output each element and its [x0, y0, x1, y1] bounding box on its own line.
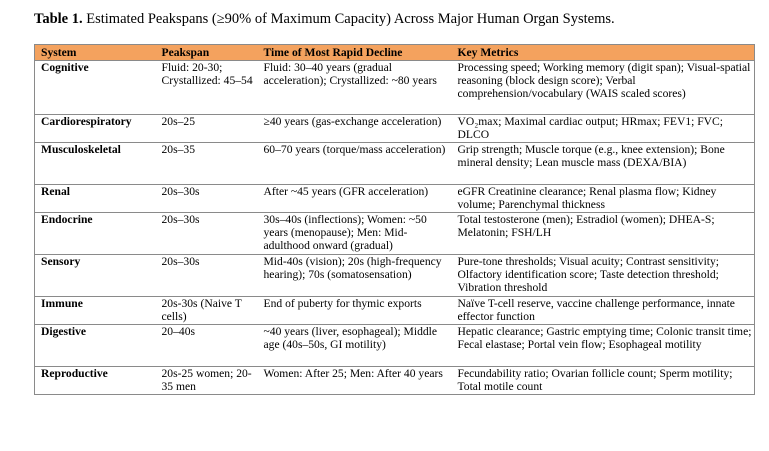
- table-row: [35, 325, 755, 367]
- table-row: [35, 367, 755, 395]
- cell-decline: After ~45 years (GFR acceleration): [258, 185, 452, 213]
- cell-decline: End of puberty for thymic exports: [258, 297, 452, 325]
- cell-peakspan: 20–40s: [156, 325, 258, 367]
- cell-system: Sensory: [35, 255, 156, 297]
- cell-key-metrics: eGFR Creatinine clearance; Renal plasma flow; Kidney volume; Parenchymal thickness: [452, 185, 755, 213]
- table-row: [35, 143, 755, 185]
- cell-key-metrics: Fecundability ratio; Ovarian follicle count; Sperm motility; Total motile count: [452, 367, 755, 395]
- cell-key-metrics: Pure-tone thresholds; Visual acuity; Contrast sensitivity; Olfactory identification score; Taste detection threshold; Vibration threshold: [452, 255, 755, 297]
- cell-peakspan: 20s-30s (Naive T cells): [156, 297, 258, 325]
- cell-system: Immune: [35, 297, 156, 325]
- cell-decline: ~40 years (liver, esophageal); Middle age (40s–50s, GI motility): [258, 325, 452, 367]
- cell-peakspan: Fluid: 20-30; Crystallized: 45–54: [161, 61, 253, 87]
- cell-peakspan: 20s-25 women; 20-35 men: [156, 367, 258, 395]
- cell-key-metrics: Hepatic clearance; Gastric emptying time; Colonic transit time; Fecal elastase; Portal vein flow; Esophageal motility: [452, 325, 755, 367]
- cell-system: Musculoskeletal: [35, 143, 156, 185]
- table-row: [35, 297, 755, 325]
- organ-peakspan-table-container: [34, 44, 754, 438]
- table-row: [35, 115, 755, 143]
- cell-decline: 30s–40s (inflections); Women: ~50 years (menopause); Men: Mid-adulthood onward (gradual): [258, 213, 452, 255]
- cell-key-metrics: Processing speed; Working memory (digit span); Visual-spatial reasoning (block design score); Verbal comprehension/vocabulary (WAIS scaled scores): [452, 61, 755, 115]
- cell-peakspan: 20s–30s: [156, 185, 258, 213]
- header-key-metrics: Key Metrics: [452, 45, 755, 61]
- cell-system: Reproductive: [35, 367, 156, 395]
- cell-system: Cognitive: [35, 61, 156, 115]
- cell-system: Endocrine: [35, 213, 156, 255]
- cell-peakspan: 20s–30s: [156, 255, 258, 297]
- cell-decline: 60–70 years (torque/mass acceleration): [258, 143, 452, 185]
- table-row: [35, 255, 755, 297]
- organ-peakspan-table: [34, 44, 755, 395]
- table-caption-text: Estimated Peakspans (≥90% of Maximum Capacity) Across Major Human Organ Systems.: [82, 11, 615, 27]
- cell-key-metrics: Naïve T-cell reserve, vaccine challenge performance, innate effector function: [452, 297, 755, 325]
- header-peakspan: Peakspan: [156, 45, 258, 61]
- table-caption-label: Table 1.: [34, 11, 83, 27]
- header-system: System: [35, 45, 156, 61]
- cell-key-metrics: Total testosterone (men); Estradiol (women); DHEA-S; Melatonin; FSH/LH: [452, 213, 755, 255]
- header-decline: Time of Most Rapid Decline: [258, 45, 452, 61]
- cell-system: Renal: [35, 185, 156, 213]
- cell-decline: Women: After 25; Men: After 40 years: [258, 367, 452, 395]
- cell-system: Digestive: [35, 325, 156, 367]
- cell-decline: Mid-40s (vision); 20s (high-frequency hearing); 70s (somatosensation): [258, 255, 452, 297]
- table-row: [35, 185, 755, 213]
- cell-system: Cardiorespiratory: [35, 115, 156, 143]
- table-caption: [34, 10, 615, 28]
- cell-peakspan: 20s–25: [156, 115, 258, 143]
- cell-decline: ≥40 years (gas-exchange acceleration): [258, 115, 452, 143]
- cell-key-metrics: Grip strength; Muscle torque (e.g., knee extension); Bone mineral density; Lean muscle mass (DEXA/BIA): [452, 143, 755, 185]
- cell-peakspan: 20s–30s: [156, 213, 258, 255]
- cell-peakspan: 20s–35: [156, 143, 258, 185]
- table-row: [35, 213, 755, 255]
- table-row: [35, 61, 755, 115]
- cell-decline: Fluid: 30–40 years (gradual acceleration); Crystallized: ~80 years: [263, 61, 437, 87]
- table-header-row: [35, 45, 755, 61]
- cell-key-metrics: VO₂max; Maximal cardiac output; HRmax; FEV1; FVC; DLCO: [452, 115, 755, 143]
